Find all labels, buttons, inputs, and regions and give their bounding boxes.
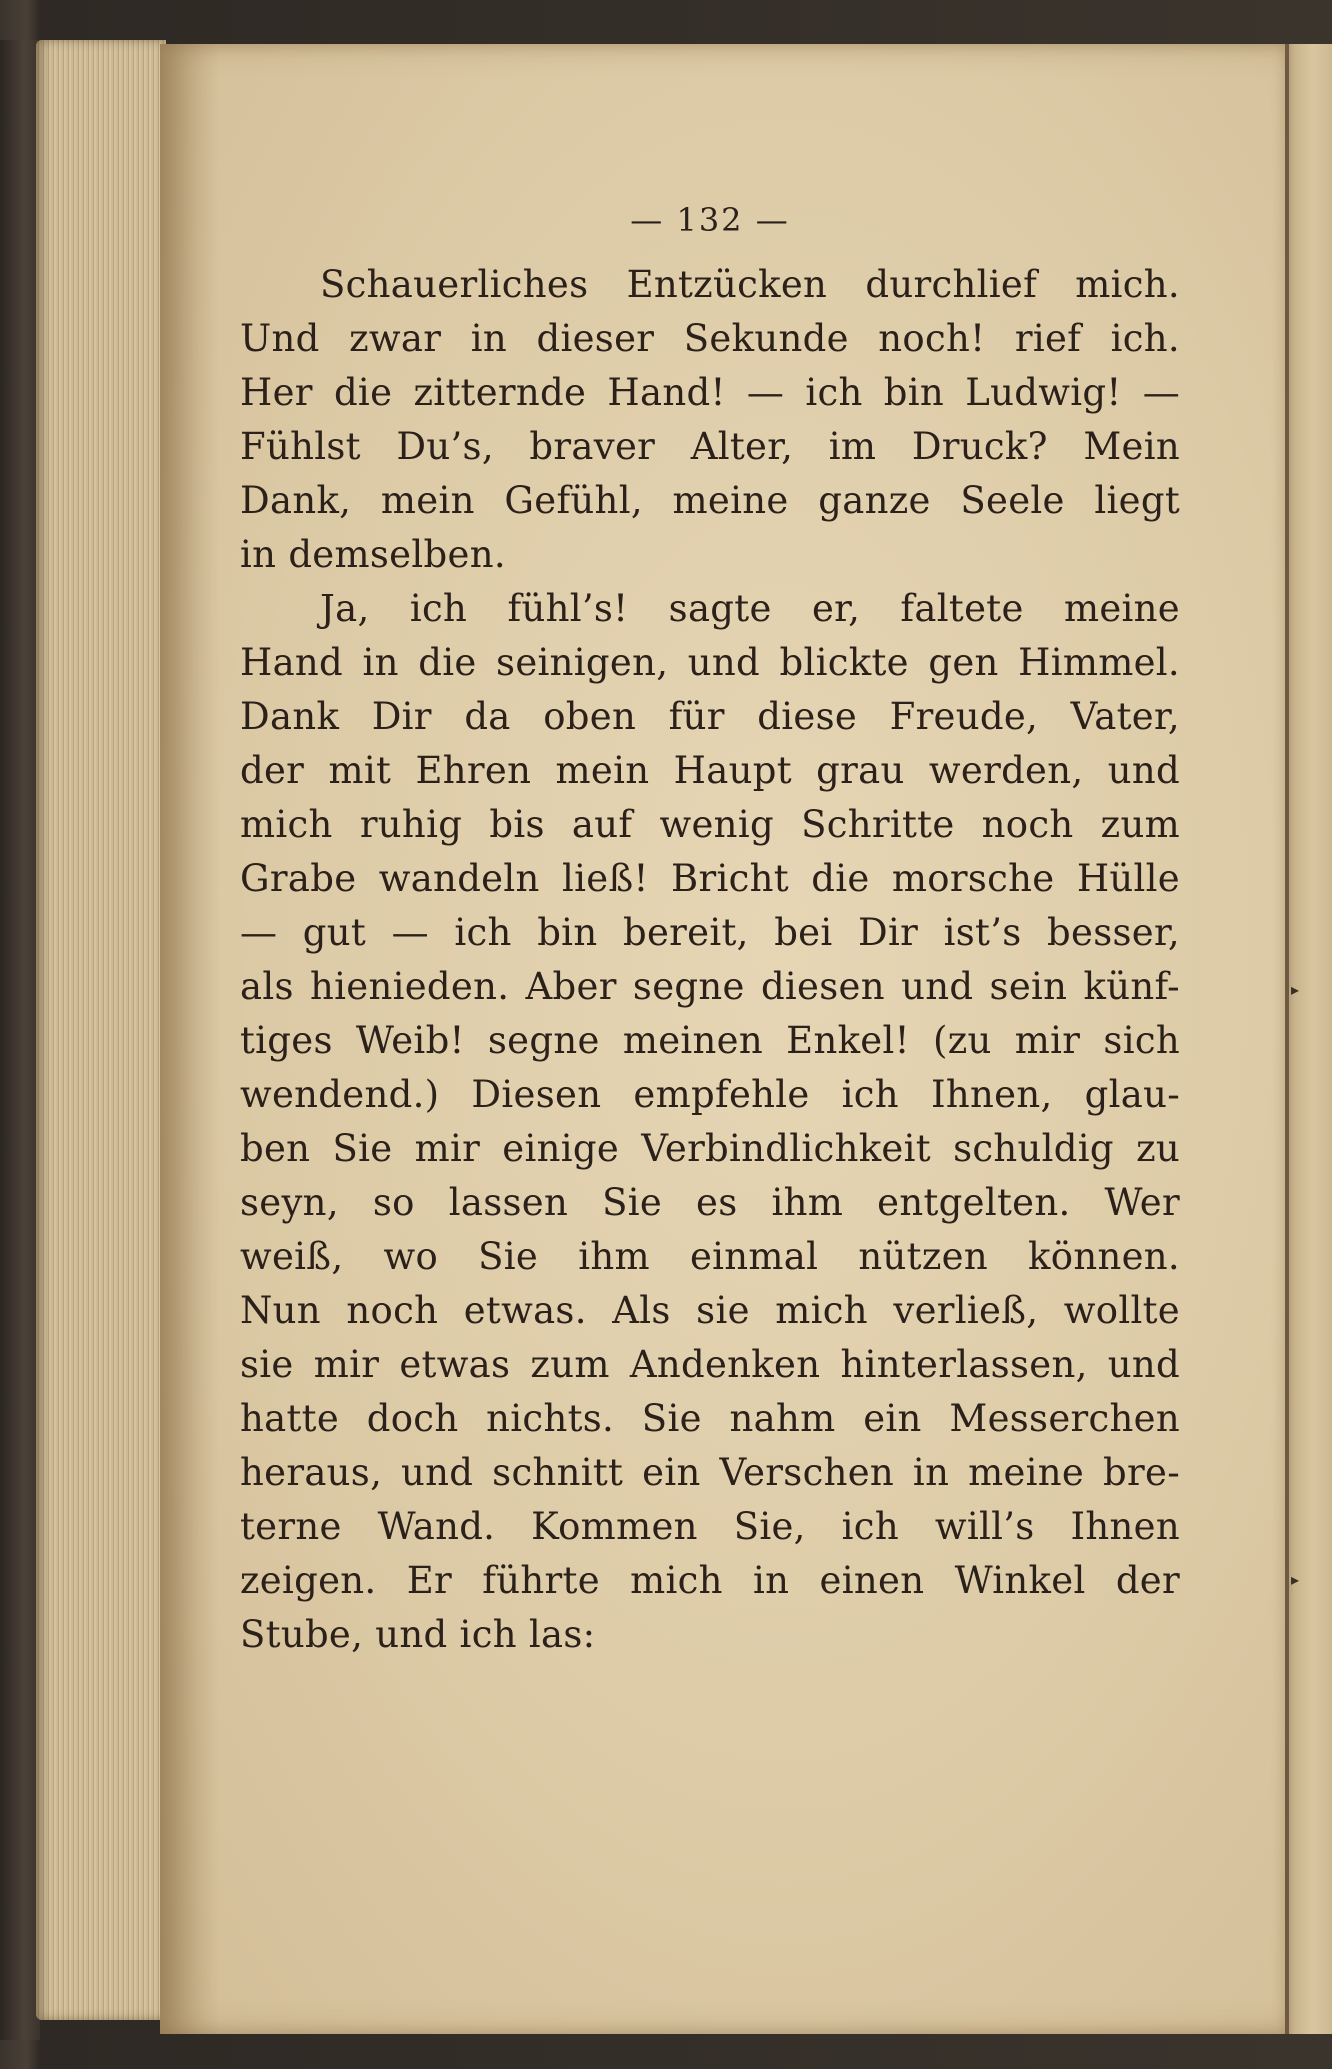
text-line: wendend.) Diesen empfehle ich Ihnen, glau- <box>240 1073 1180 1116</box>
text-line: tiges Weib! segne meinen Enkel! (zu mir sich <box>240 1019 1180 1062</box>
page-number: — 132 — <box>630 201 790 239</box>
text-line: Dank, mein Gefühl, meine ganze Seele liegt <box>240 479 1180 522</box>
margin-arrow-mark: ▸ <box>1291 980 1300 999</box>
text-line: mich ruhig bis auf wenig Schritte noch zum <box>240 803 1180 846</box>
text-line: in demselben. <box>240 533 506 576</box>
margin-arrow-mark: ▸ <box>1291 1570 1300 1589</box>
text-line: Ja, ich fühl’s! sagte er, faltete meine <box>320 587 1180 630</box>
text-line: Dank Dir da oben für diese Freude, Vater, <box>240 695 1180 738</box>
text-line: als hienieden. Aber segne diesen und sein künf- <box>240 965 1180 1008</box>
text-line: Her die zitternde Hand! — ich bin Ludwig! — <box>240 371 1180 414</box>
text-line: Stube, und ich las: <box>240 1613 596 1656</box>
book-cover-edge <box>0 40 40 2040</box>
facing-page-edge <box>1285 44 1332 2034</box>
text-line: heraus, und schnitt ein Verschen in meine bre- <box>240 1451 1180 1494</box>
text-line: Fühlst Du’s, braver Alter, im Druck? Mein <box>240 425 1180 468</box>
text-line: Und zwar in dieser Sekunde noch! rief ich. <box>240 317 1180 360</box>
text-line: zeigen. Er führte mich in einen Winkel der <box>240 1559 1180 1602</box>
gutter-shadow <box>160 44 220 2034</box>
text-line: Hand in die seinigen, und blickte gen Himmel. <box>240 641 1180 684</box>
page-fold-line <box>1285 44 1289 2034</box>
page-edges-stack <box>36 40 166 2020</box>
text-line: sie mir etwas zum Andenken hinterlassen, und <box>240 1343 1180 1386</box>
text-line: — gut — ich bin bereit, bei Dir ist’s besser, <box>240 911 1180 954</box>
text-line: ben Sie mir einige Verbindlichkeit schuldig zu <box>240 1127 1180 1170</box>
page-text-block <box>240 200 1180 1662</box>
text-line: weiß, wo Sie ihm einmal nützen können. <box>240 1235 1180 1278</box>
text-line: Grabe wandeln ließ! Bricht die morsche Hülle <box>240 857 1180 900</box>
text-line: Nun noch etwas. Als sie mich verließ, wollte <box>240 1289 1180 1332</box>
text-line: der mit Ehren mein Haupt grau werden, und <box>240 749 1180 792</box>
text-line: Schauerliches Entzücken durchlief mich. <box>320 263 1180 306</box>
text-line: terne Wand. Kommen Sie, ich will’s Ihnen <box>240 1505 1180 1548</box>
text-line: seyn, so lassen Sie es ihm entgelten. Wer <box>240 1181 1180 1224</box>
text-line: hatte doch nichts. Sie nahm ein Messerchen <box>240 1397 1180 1440</box>
